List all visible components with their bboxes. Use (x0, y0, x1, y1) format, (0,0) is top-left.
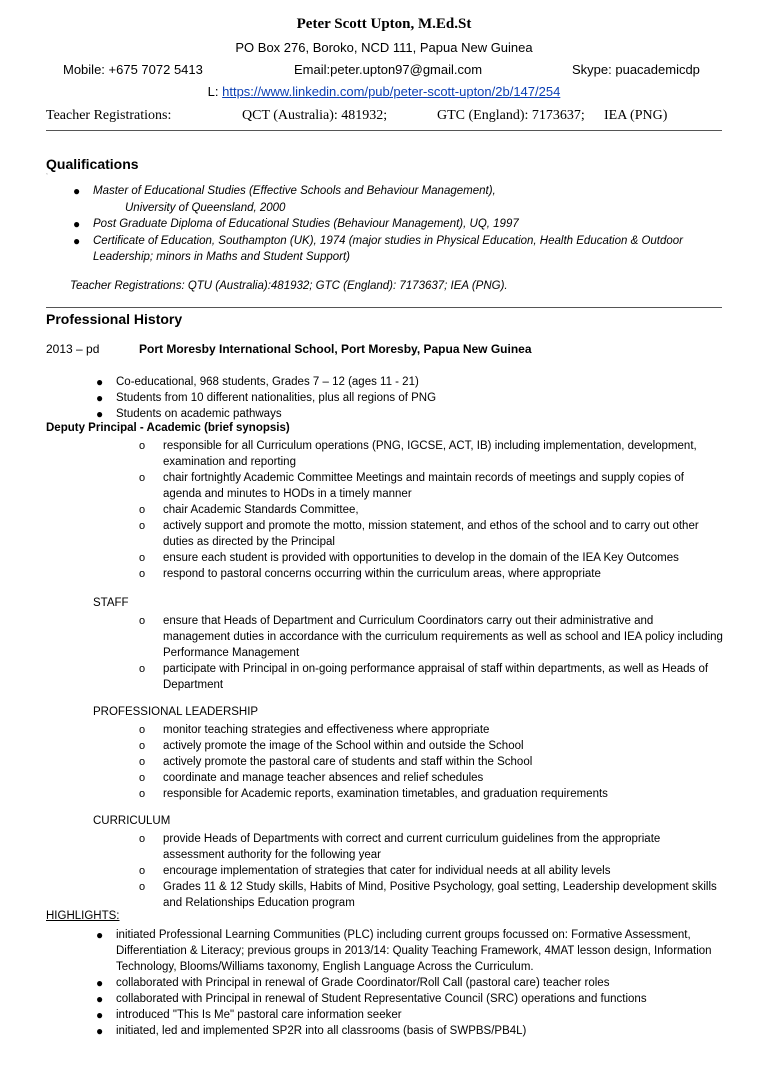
list-item (139, 738, 723, 754)
qualification-title: Post Graduate Diploma of Educational Studies (Behaviour Management), UQ, 1997 (93, 218, 519, 230)
registration-qct: QCT (Australia): 481932; (242, 108, 388, 123)
list-item (139, 754, 723, 770)
highlight: initiated Professional Learning Communities (PLC) including current groups focussed on: Formative Assessment, Differentiation & Literacy; previous groups in 2013/14: Quality Teaching Framework, 4MAT lesson design, Information Technology, Blooms/Williams taxonomy, English Language Across the Curriculum. (116, 929, 712, 973)
registration-gtc: GTC (England): 7173637; (437, 108, 585, 123)
bullet-icon: ● (73, 184, 81, 198)
duty: coordinate and manage teacher absences and relief schedules (163, 772, 484, 784)
list-item (139, 566, 723, 582)
academic-duties-list (139, 438, 723, 582)
bullet-icon: ● (96, 1024, 104, 1038)
list-item (139, 613, 723, 661)
staff-heading: STAFF (93, 597, 129, 609)
qualification-title: Certificate of Education, Southampton (UK), 1974 (major studies in Physical Education, Health Education & Outdoor Leadership; minors in Maths and Student Support) (93, 234, 684, 263)
leadership-heading: PROFESSIONAL LEADERSHIP (93, 706, 259, 718)
qualification-title: Master of Educational Studies (Effective Schools and Behaviour Management), (93, 185, 496, 197)
list-item (139, 470, 723, 502)
duty: actively promote the pastoral care of students and staff within the School (163, 756, 533, 768)
bullet-icon: ● (73, 233, 81, 248)
circle-bullet-icon: o (139, 740, 146, 752)
header-divider (46, 130, 722, 131)
list-item (96, 406, 716, 422)
role-title: Deputy Principal - Academic (brief synopsis) (46, 422, 290, 434)
employment-date: 2013 – pd (46, 342, 100, 356)
school-fact: Students from 10 different nationalities, plus all regions of PNG (116, 392, 437, 404)
duty: ensure each student is provided with opportunities to develop in the domain of the IEA Key Outcomes (163, 552, 679, 564)
duty: respond to pastoral concerns occurring within the curriculum areas, where appropriate (163, 568, 601, 580)
list-item (96, 374, 716, 390)
list-item (96, 991, 726, 1007)
duty: ensure that Heads of Department and Curriculum Coordinators carry out their administrative and management duties in accordance with the curriculum requirements as well as school and IEA policy including Performance Management (163, 615, 723, 659)
circle-bullet-icon: o (139, 568, 146, 580)
circle-bullet-icon: o (139, 440, 146, 452)
circle-bullet-icon: o (139, 772, 146, 784)
curriculum-heading: CURRICULUM (93, 815, 171, 827)
circle-bullet-icon: o (139, 788, 146, 800)
highlights-heading: HIGHLIGHTS: (46, 910, 120, 922)
list-item (139, 550, 723, 566)
highlights-list (96, 927, 726, 1039)
curriculum-duties-list (139, 831, 723, 911)
duty: provide Heads of Departments with correct and current curriculum guidelines from the appropriate assessment authority for the following year (163, 833, 661, 861)
duty: encourage implementation of strategies that cater for individual needs at all ability levels (163, 865, 611, 877)
list-item (73, 233, 733, 266)
list-item (96, 390, 716, 406)
employer-name: Port Moresby International School, Port Moresby, Papua New Guinea (139, 342, 532, 356)
list-item (139, 770, 723, 786)
duty: monitor teaching strategies and effectiveness where appropriate (163, 724, 490, 736)
list-item (139, 863, 723, 879)
school-fact: Co-educational, 968 students, Grades 7 – 12 (ages 11 - 21) (116, 376, 419, 388)
list-item (139, 831, 723, 863)
list-item (139, 518, 723, 550)
leadership-duties-list (139, 722, 723, 802)
linkedin-row (0, 84, 768, 99)
highlight: collaborated with Principal in renewal of Student Representative Council (SRC) operations and functions (116, 993, 647, 1005)
list-item (73, 216, 733, 233)
skype-id: Skype: puacademicdp (572, 62, 700, 77)
bullet-icon: ● (96, 976, 104, 990)
circle-bullet-icon: o (139, 865, 146, 877)
duty: Grades 11 & 12 Study skills, Habits of Mind, Positive Psychology, goal setting, Leadership development skills and Relationships Education program (163, 881, 717, 909)
duty: chair fortnightly Academic Committee Meetings and maintain records of meetings and supply copies of agenda and minutes to HODs in a timely manner (163, 472, 684, 500)
highlight: initiated, led and implemented SP2R into all classrooms (basis of SWPBS/PB4L) (116, 1025, 527, 1037)
circle-bullet-icon: o (139, 833, 146, 845)
bullet-icon: ● (96, 992, 104, 1006)
candidate-name: Peter Scott Upton, M.Ed.St (296, 16, 472, 32)
duty: actively support and promote the motto, mission statement, and ethos of the school and to carry out other duties as directed by the Principal (163, 520, 699, 548)
circle-bullet-icon: o (139, 756, 146, 768)
qualifications-heading: Qualifications (46, 156, 139, 172)
qualifications-mark: ʿ (46, 174, 48, 180)
professional-history-heading: Professional History (46, 311, 183, 327)
list-item (139, 786, 723, 802)
linkedin-link[interactable]: https://www.linkedin.com/pub/peter-scott-upton/2b/147/254 (222, 84, 561, 99)
list-item (96, 1007, 726, 1023)
list-item (139, 879, 723, 911)
circle-bullet-icon: o (139, 724, 146, 736)
linkedin-prefix: L: (207, 84, 223, 99)
bullet-icon: ● (96, 407, 104, 421)
bullet-icon: ● (96, 391, 104, 405)
bullet-icon: ● (96, 928, 104, 942)
list-item (139, 438, 723, 470)
registration-iea: IEA (PNG) (604, 108, 668, 123)
list-item (73, 183, 733, 216)
circle-bullet-icon: o (139, 881, 146, 893)
bullet-icon: ● (73, 217, 81, 231)
postal-address: PO Box 276, Boroko, NCD 111, Papua New Guinea (235, 40, 533, 55)
list-item (139, 722, 723, 738)
school-facts-list (96, 374, 716, 422)
mobile-number: Mobile: +675 7072 5413 (63, 62, 203, 77)
duty: actively promote the image of the School within and outside the School (163, 740, 524, 752)
staff-duties-list (139, 613, 723, 693)
duty: responsible for Academic reports, examination timetables, and graduation requirements (163, 788, 608, 800)
circle-bullet-icon: o (139, 504, 146, 516)
duty: participate with Principal in on-going performance appraisal of staff within departments, as well as Heads of Department (163, 663, 709, 691)
highlight: collaborated with Principal in renewal of Grade Coordinator/Roll Call (pastoral care) teacher roles (116, 977, 610, 989)
list-item (96, 927, 726, 975)
school-fact: Students on academic pathways (116, 408, 282, 420)
circle-bullet-icon: o (139, 472, 146, 484)
list-item (96, 975, 726, 991)
qualification-detail: University of Queensland, 2000 (125, 201, 286, 214)
section-divider (46, 307, 722, 308)
circle-bullet-icon: o (139, 663, 146, 675)
highlight: introduced "This Is Me" pastoral care information seeker (116, 1009, 402, 1021)
email-address: Email:peter.upton97@gmail.com (294, 62, 483, 77)
bullet-icon: ● (96, 375, 104, 389)
list-item (139, 661, 723, 693)
bullet-icon: ● (96, 1008, 104, 1022)
list-item (139, 502, 723, 518)
circle-bullet-icon: o (139, 615, 146, 627)
list-item (96, 1023, 726, 1039)
duty: responsible for all Curriculum operations (PNG, IGCSE, ACT, IB) including implementation, development, examination and reporting (163, 440, 697, 468)
registrations-label: Teacher Registrations: (46, 108, 172, 123)
circle-bullet-icon: o (139, 520, 146, 532)
circle-bullet-icon: o (139, 552, 146, 564)
duty: chair Academic Standards Committee, (163, 504, 359, 516)
teacher-registrations-note: Teacher Registrations: QTU (Australia):481932; GTC (England): 7173637; IEA (PNG). (70, 280, 508, 292)
qualifications-list (73, 183, 733, 266)
